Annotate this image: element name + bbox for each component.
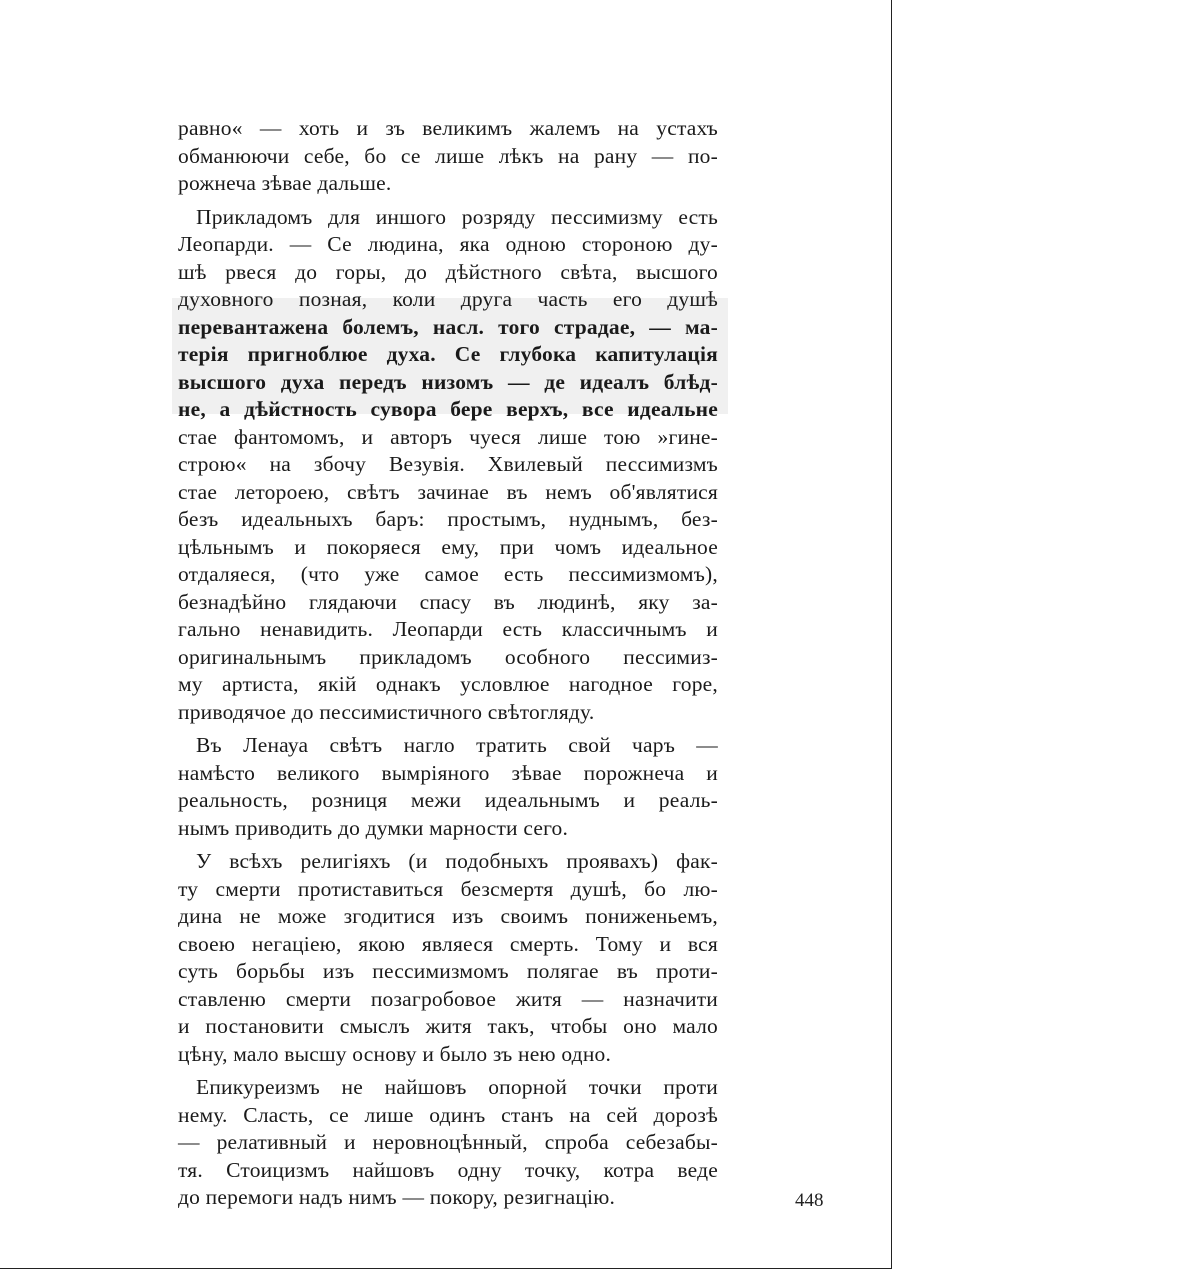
text-line: суть борьбы изъ пессимизмомъ полягае въ проти-: [178, 959, 718, 983]
text-line: строю« на збочу Везувія. Хвилевый пессимизмъ: [178, 452, 718, 476]
text-line: тя. Стоицизмъ найшовъ одну точку, котра веде: [178, 1157, 718, 1182]
text-line: безъ идеальныхъ баръ: простымъ, нуднымъ, без-: [178, 507, 718, 531]
text-line: приводячое до пессимистичного свѣтогляду.: [178, 699, 595, 724]
paragraph: [178, 848, 718, 1068]
text-line: нему. Сласть, се лише одинъ станъ на сей дорозѣ: [178, 1102, 718, 1127]
text-line: и постановити смыслъ житя такъ, чтобы оно мало: [178, 1014, 718, 1038]
text-line: цѣну, мало высшу основу и было зъ нею одно.: [178, 1041, 612, 1066]
text-line: ставленю смерти позагробовое житя — назначити: [178, 986, 718, 1011]
text-line: отдаляеся, (что уже самое есть пессимизмомъ),: [178, 562, 718, 586]
text-line: терія пригноблюе духа. Се глубока капитулація: [178, 342, 718, 366]
text-line: У всѣхъ религіяхъ (и подобныхъ проявахъ) фак-: [196, 849, 718, 873]
paragraph: [178, 732, 718, 842]
text-line: Леопарди. — Се людина, яка одною стороною ду-: [178, 232, 718, 256]
page-number: 448: [795, 1190, 824, 1211]
text-line: ту смерти протиставиться безсмертя душѣ, бо лю-: [178, 876, 718, 901]
text-line: стае летороею, свѣтъ зачинае въ немъ об'являтися: [178, 479, 718, 504]
text-line: стае фантомомъ, и авторъ чуеся лише тою »гине-: [178, 424, 718, 449]
text-line: нымъ приводить до думки марности сего.: [178, 815, 569, 840]
text-line: гально ненавидить. Леопарди есть классичнымъ и: [178, 617, 718, 641]
text-line: духовного позная, коли друга часть его душѣ: [178, 287, 718, 311]
text-line: Прикладомъ для иншого розряду пессимизму есть: [196, 204, 718, 229]
text-line: намѣсто великого вымріяного зѣвае порожнеча и: [178, 760, 718, 785]
text-line: своею негаціею, якою являеся смерть. Тому и вся: [178, 931, 718, 956]
text-line: оригинальнымъ прикладомъ особного пессимиз-: [178, 644, 718, 669]
text-line: перевантажена болемъ, насл. того страдае, — ма-: [178, 314, 718, 339]
text-line: равно« — хоть и зъ великимъ жалемъ на устахъ: [178, 116, 718, 140]
text-line: не, а дѣйстность сувора бере верхъ, все идеальне: [178, 397, 718, 421]
text-line: до перемоги надъ нимъ — покору, резигнацію.: [178, 1185, 616, 1209]
paragraph: [178, 204, 718, 727]
text-line: Въ Ленауа свѣтъ нагло тратить свой чаръ —: [196, 733, 718, 757]
text-line: высшого духа передъ низомъ — де идеалъ блѣд-: [178, 369, 718, 394]
body-text: [178, 115, 718, 1218]
text-line: — релативный и неровноцѣнный, спроба себезабы-: [178, 1130, 718, 1154]
text-line: обманюючи себе, бо се лише лѣкъ на рану — по-: [178, 143, 718, 168]
text-line: шѣ рвеся до горы, до дѣйстного свѣта, высшого: [178, 259, 718, 284]
text-line: Епикуреизмъ не найшовъ опорной точки проти: [196, 1075, 718, 1099]
text-line: цѣльнымъ и покоряеся ему, при чомъ идеальное: [178, 534, 718, 559]
text-line: безнадѣйно глядаючи спасу въ людинѣ, яку за-: [178, 589, 718, 614]
text-line: дина не може згодитися изъ своимъ пониженьемъ,: [178, 904, 718, 928]
text-line: рожнеча зѣвае дальше.: [178, 171, 392, 195]
paragraph: [178, 1074, 718, 1212]
paragraph: [178, 115, 718, 198]
text-line: реальность, розниця межи идеальнымъ и реаль-: [178, 788, 718, 812]
text-line: му артиста, якій однакъ условлюе нагодное горе,: [178, 672, 718, 696]
